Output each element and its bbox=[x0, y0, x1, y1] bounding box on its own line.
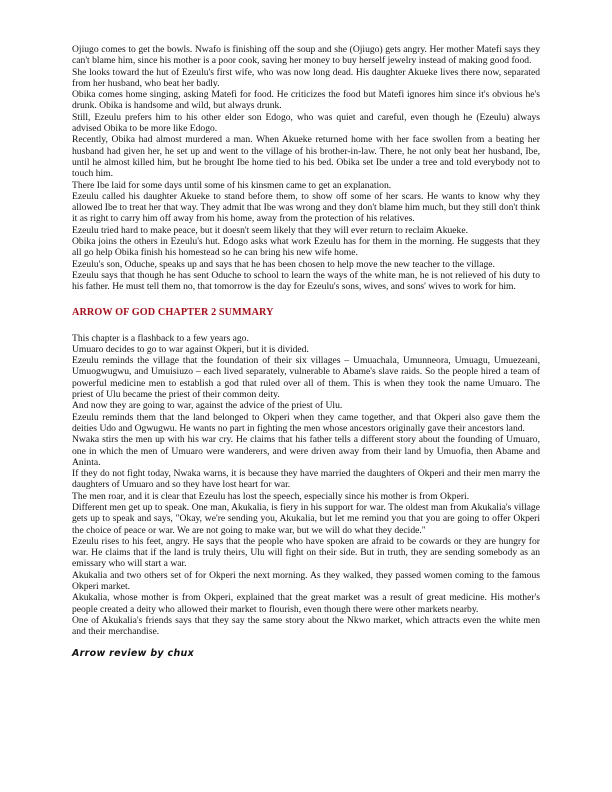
paragraph: Ezeulu's son, Oduche, speaks up and says that he has been chosen to help move the new teacher to the village. bbox=[72, 258, 495, 270]
paragraph: Akukalia, whose mother is from Okperi, explained that the great market was a result of great medicine. His mother's people created a deity who allowed their market to flourish, even though there were other markets nearby. bbox=[72, 592, 540, 615]
paragraph: Ezeulu rises to his feet, angry. He says that the people who have spoken are afraid to be cowards or they are hungry for war. He claims that if the land is truly theirs, Ulu will fight on their side. But in truth, they are sending somebody as an emissary who will start a war. bbox=[72, 535, 540, 570]
paragraph: Umuaro decides to go to war against Okperi, but it is divided. bbox=[72, 343, 309, 355]
paragraph: Ezeulu reminds the village that the foundation of their six villages – Umuachala, Umunneora, Umuagu, Umuezeani, Umuogwugwu, and Umuisiuzo – each lived separately, vulnerable to Abame's slave raids. So the people hired a team of powerful medicine men to establish a god that ruled over all of them. This is when they took the name Umuaro. The priest of Ulu became the priest of their common deity. bbox=[72, 355, 540, 401]
paragraph: Obika joins the others in Ezeulu's hut. Edogo asks what work Ezeulu has for them in the morning. He suggests that they all go help Obika finish his homestead so he can bring his new wife home. bbox=[72, 236, 540, 259]
paragraph: The men roar, and it is clear that Ezeulu has lost the speech, especially since his mother is from Okperi. bbox=[72, 490, 470, 502]
review-signature: Arrow review by chux bbox=[72, 647, 195, 659]
chapter-1-section bbox=[72, 44, 540, 293]
paragraph: Still, Ezeulu prefers him to his other elder son Edogo, who was quiet and careful, even though he (Ezeulu) always advised Obika to be more like Edogo. bbox=[72, 111, 540, 135]
paragraph: She looks toward the hut of Ezeulu's first wife, who was now long dead. His daughter Akueke lives there now, separated from her husband, who beat her badly. bbox=[72, 66, 540, 89]
paragraph: Ojiugo comes to get the bowls. Nwafo is finishing off the soup and she (Ojiugo) gets angry. Her mother Matefi says they can't blame him, since his mother is a poor cook, saving her money to buy herself jewelry instead of making good food. bbox=[72, 44, 540, 67]
chapter-2-heading: ARROW OF GOD CHAPTER 2 SUMMARY bbox=[72, 306, 274, 318]
paragraph: If they do not fight today, Nwaka warns, it is because they have married the daughters of Okperi and their men marry the daughters of Umuaro and so they have lost heart for war. bbox=[72, 468, 540, 491]
paragraph: Obika comes home singing, asking Matefi for food. He criticizes the food but Matefi ignores him since it's obvious he's drunk. Obika is handsome and wild, but always drunk. bbox=[72, 89, 540, 112]
paragraph: And now they are going to war, against the advice of the priest of Ulu. bbox=[72, 400, 343, 412]
paragraph: Akukalia and two others set of for Okperi the next morning. As they walked, they passed women coming to the famous Okperi market. bbox=[72, 569, 540, 593]
paragraph: Ezeulu says that though he has sent Oduche to school to learn the ways of the white man, he is not relieved of his duty to his father. He must tell them no, that tomorrow is the day for Ezeulu's sons, wives, and sons' wives to work for him. bbox=[72, 269, 540, 293]
paragraph: Nwaka stirs the men up with his war cry. He claims that his father tells a different story about the founding of Umuaro, one in which the men of Umuaro were wanderers, and were driven away from their land by Umuofia, then Abame and Aninta. bbox=[72, 434, 540, 468]
chapter-2-section bbox=[72, 333, 540, 638]
paragraph: This chapter is a flashback to a few years ago. bbox=[72, 332, 249, 344]
document-page bbox=[72, 44, 540, 659]
paragraph: One of Akukalia's friends says that they say the same story about the Nkwo market, which attracts even the white men and their merchandise. bbox=[72, 614, 540, 638]
paragraph: Ezeulu tried hard to make peace, but it doesn't seem likely that they will ever return to reclaim Akueke. bbox=[72, 224, 468, 236]
paragraph: Ezeulu called his daughter Akueke to stand before them, to show off some of her scars. He wants to know why they allowed Ibe to treat her that way. They admit that Ibe was wrong and they don't blame him much, but they still don't think it as right to carry him off away from his home, away from the protection of his relatives. bbox=[72, 190, 540, 225]
paragraph: Different men get up to speak. One man, Akukalia, is fiery in his support for war. The oldest man from Akukalia's village gets up to speak and says, "Okay, we're sending you, Akukalia, but let me remind you that you are going to offer Okperi the choice of peace or war. We are not going to make war, but we will do what they decide." bbox=[72, 501, 540, 536]
paragraph: Recently, Obika had almost murdered a man. When Akueke returned home with her face swollen from a beating her husband had given her, he set up and went to the village of his brother-in-law. There, he not only beat her husband, Ibe, until he almost killed him, but he brought Ibe home tied to his bed. Obika set Ibe under a tree and told everybody not to touch him. bbox=[72, 134, 540, 180]
paragraph: Ezeulu reminds them that the land belonged to Okperi when they came together, and that Okperi also gave them the deities Udo and Ogwugwu. He wants no part in fighting the men whose ancestors originally gave their ancestors land. bbox=[72, 411, 540, 434]
paragraph: There Ibe laid for some days until some of his kinsmen came to get an explanation. bbox=[72, 179, 392, 191]
